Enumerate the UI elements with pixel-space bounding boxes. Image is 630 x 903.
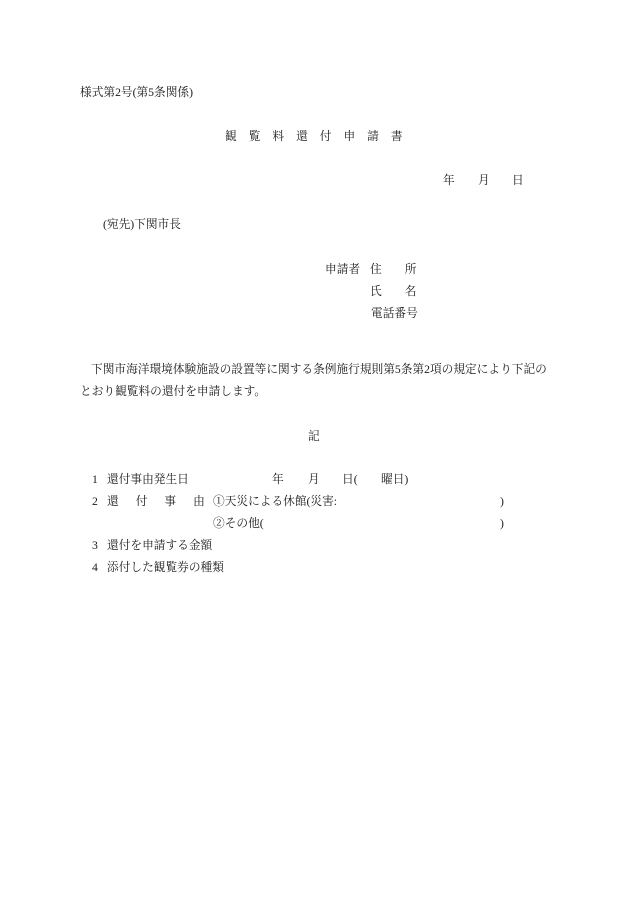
form-title: 観覧料還付申請書	[225, 130, 415, 143]
item-3-label: 還付を申請する金額	[107, 539, 213, 552]
item-3-number: 3	[92, 539, 98, 552]
item-1-weekday-label: 曜日)	[381, 473, 409, 486]
item-4-number: 4	[92, 561, 98, 574]
item-2-option-1-close: )	[500, 495, 504, 508]
item-4-label: 添付した観覧券の種類	[107, 561, 224, 574]
applicant-name-label: 氏名	[370, 285, 440, 298]
form-number: 様式第2号(第5条関係)	[80, 86, 193, 99]
body-line-2: とおり観覧料の還付を申請します。	[80, 385, 267, 398]
applicant-address-label: 住所	[370, 263, 440, 276]
item-2-label: 還付事由	[107, 495, 222, 508]
item-1-day-label: 日(	[342, 473, 358, 486]
applicant-phone-label: 電話番号	[371, 307, 418, 320]
date-year-label: 年	[443, 174, 455, 187]
item-2-option-2: ②その他(	[213, 517, 264, 530]
ki-heading: 記	[308, 430, 320, 443]
item-1-year-label: 年	[272, 473, 284, 486]
applicant-label: 申請者	[325, 263, 361, 276]
item-1-label: 還付事由発生日	[107, 473, 189, 486]
item-1-number: 1	[92, 473, 98, 486]
date-month-label: 月	[478, 174, 490, 187]
date-day-label: 日	[512, 174, 524, 187]
item-1-month-label: 月	[308, 473, 320, 486]
item-2-number: 2	[92, 495, 98, 508]
item-2-option-1: ①天災による休館(災害:	[213, 495, 338, 508]
addressee: (宛先)下関市長	[103, 218, 181, 231]
body-line-1: 下関市海洋環境体験施設の設置等に関する条例施行規則第5条第2項の規定により下記の	[91, 363, 547, 376]
item-2-option-2-close: )	[500, 517, 504, 530]
